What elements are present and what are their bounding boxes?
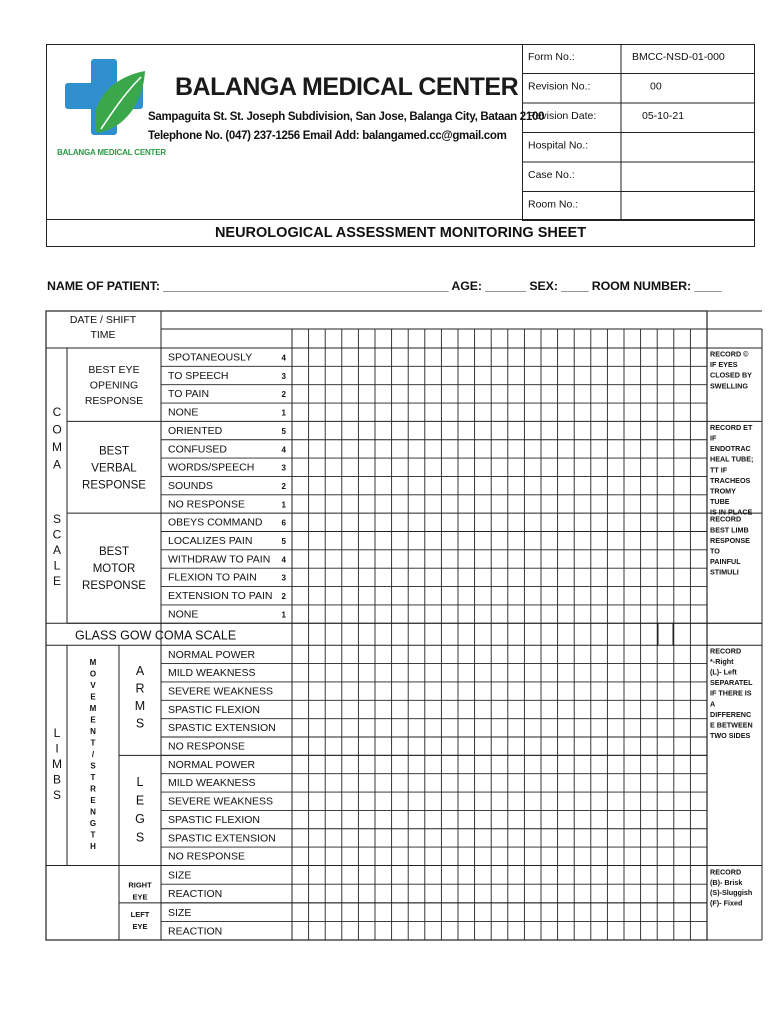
pupil-item-label: REACTION (168, 925, 223, 938)
pupils-note: RECORD (710, 867, 742, 877)
form-info-label: Room No.: (528, 198, 579, 211)
coma-scale-letter: L (53, 558, 61, 573)
arms-letter: M (134, 699, 146, 713)
legs-letter: G (135, 812, 145, 826)
coma-item-score: 1 (281, 500, 286, 510)
coma-item-score: 4 (281, 445, 286, 455)
coma-item-label: ORIENTED (168, 424, 223, 437)
pupil-item-label: SIZE (168, 869, 192, 882)
movement-strength-letter: M (89, 704, 97, 713)
grid-border (46, 311, 707, 940)
organization-address: Sampaguita St. St. Joseph Subdivision, San Jose, Balanga City, Bataan 2100 (148, 111, 545, 123)
legs-letter: E (135, 793, 145, 808)
movement-strength-letter: O (89, 669, 97, 679)
limbs-note: A (710, 699, 716, 709)
coma-item-score: 1 (281, 408, 286, 418)
movement-strength-letter: M (89, 658, 97, 667)
limb-item-label: NORMAL POWER (168, 648, 256, 661)
pupil-item-label: SIZE (168, 906, 192, 919)
limbs-letter: I (55, 741, 59, 756)
limbs-note: IF THERE IS (710, 688, 752, 698)
coma-scale-letter: E (52, 574, 62, 588)
coma-group-name: BEST (98, 445, 130, 458)
coma-scale-letter: C (52, 527, 62, 542)
coma-group-note: RECORD © (710, 349, 749, 359)
coma-group-name: RESPONSE (82, 479, 146, 492)
coma-item-label: SOUNDS (168, 479, 213, 492)
coma-item-label: WITHDRAW TO PAIN (168, 553, 271, 566)
coma-group-note: TRACHEOS (710, 475, 751, 485)
coma-item-label: EXTENSION TO PAIN (168, 590, 273, 603)
coma-group-note: TROMY (710, 486, 736, 496)
movement-strength-letter: V (90, 681, 96, 690)
coma-item-label: SPOTANEOUSLY (168, 351, 253, 364)
limbs-letter: M (52, 757, 62, 771)
right-eye-label: EYE (132, 892, 148, 902)
arms-letter: R (135, 681, 145, 696)
movement-strength-letter: T (90, 830, 96, 840)
coma-item-score: 2 (281, 390, 286, 400)
left-eye-label: EYE (132, 921, 148, 931)
coma-item-score: 2 (281, 481, 286, 491)
form-info-label: Revision Date: (528, 110, 597, 122)
coma-item-score: 5 (281, 537, 286, 546)
left-eye-label: LEFT (130, 909, 150, 919)
coma-scale-letter: C (52, 405, 62, 419)
coma-group-name: VERBAL (91, 462, 137, 475)
coma-scale-letter: O (52, 422, 62, 437)
movement-strength-letter: T (90, 773, 96, 782)
coma-scale-letter: S (52, 512, 62, 526)
movement-strength-letter: R (90, 784, 96, 794)
limb-item-label: SEVERE WEAKNESS (168, 685, 274, 698)
coma-group-name: MOTOR (92, 563, 136, 576)
limbs-letter: S (52, 788, 62, 802)
gcs-total-label: GLASS GOW COMA SCALE (75, 628, 237, 643)
coma-group-note: STIMULI (710, 567, 739, 577)
coma-group-note: TO (710, 546, 720, 556)
coma-item-label: FLEXION TO PAIN (168, 571, 257, 584)
legs-letter: L (136, 775, 144, 789)
coma-group-note: IF (710, 433, 717, 443)
coma-group-note: IS IN PLACE (710, 507, 753, 517)
logo-caption: BALANGA MEDICAL CENTER (57, 148, 166, 157)
limbs-note: RECORD (710, 646, 742, 656)
sheet-title-row (46, 220, 755, 247)
limb-item-label: SPASTIC EXTENSION (168, 722, 276, 735)
coma-scale-letter: A (52, 543, 62, 557)
limb-item-label: MILD WEAKNESS (168, 667, 256, 680)
coma-group-note: PAINFUL (710, 557, 741, 567)
coma-group-name: BEST EYE (88, 364, 140, 377)
form-info-table (522, 44, 755, 221)
coma-group-note: HEAL TUBE; (710, 454, 754, 464)
coma-item-label: NONE (168, 406, 199, 419)
limbs-note: E BETWEEN (710, 720, 753, 730)
pupils-note: (F)- Fixed (710, 898, 743, 908)
coma-item-score: 3 (281, 573, 286, 583)
coma-item-score: 5 (281, 426, 286, 436)
form-info-value: 05-10-21 (642, 110, 685, 122)
limb-item-label: SPASTIC FLEXION (168, 813, 260, 826)
coma-item-score: 1 (281, 610, 286, 620)
coma-item-label: WORDS/SPEECH (168, 461, 255, 474)
coma-item-label: LOCALIZES PAIN (168, 535, 253, 547)
organization-contact: Telephone No. (047) 237-1256 Email Add: balangamed.cc@gmail.com (148, 130, 507, 142)
date-shift-label: DATE / SHIFT (69, 314, 137, 326)
limbs-letter: B (52, 772, 62, 787)
arms-letter: S (135, 716, 145, 731)
coma-group-name: BEST (98, 546, 130, 559)
limbs-note: *-Right (710, 656, 734, 666)
limb-item-label: MILD WEAKNESS (168, 777, 256, 790)
limbs-note: SEPARATEL (710, 678, 753, 688)
limb-item-label: NO RESPONSE (168, 740, 246, 753)
form-info-value: BMCC-NSD-01-000 (632, 51, 725, 63)
coma-item-score: 6 (281, 518, 286, 528)
movement-strength-letter: / (91, 750, 95, 759)
coma-group-name: RESPONSE (82, 580, 146, 593)
coma-item-label: TO SPEECH (168, 369, 229, 382)
time-label: TIME (90, 329, 116, 341)
coma-item-score: 3 (281, 463, 286, 473)
coma-group-note: SWELLING (710, 381, 748, 391)
coma-item-score: 4 (281, 353, 286, 363)
coma-group-note: RESPONSE (710, 535, 750, 545)
coma-item-score: 2 (281, 592, 286, 602)
movement-strength-letter: N (90, 807, 96, 817)
coma-item-label: TO PAIN (168, 388, 210, 401)
coma-item-label: CONFUSED (168, 443, 227, 456)
coma-item-label: NO RESPONSE (168, 498, 246, 511)
movement-strength-letter: S (90, 761, 96, 771)
coma-item-score: 4 (281, 555, 286, 565)
coma-scale-letter: M (52, 440, 62, 454)
limb-item-label: NORMAL POWER (168, 758, 256, 771)
movement-strength-letter: T (90, 738, 96, 748)
form-info-label: Form No.: (528, 51, 575, 63)
movement-strength-letter: E (90, 715, 96, 725)
coma-scale-letter: A (52, 457, 62, 472)
legs-letter: S (135, 830, 145, 845)
form-info-label: Case No.: (528, 169, 575, 181)
limb-item-label: NO RESPONSE (168, 850, 246, 863)
coma-group-note: ENDOTRAC (710, 444, 751, 454)
limbs-note: TWO SIDES (710, 731, 751, 741)
form-info-value: 00 (650, 80, 662, 93)
coma-group-note: TUBE (710, 497, 730, 507)
movement-strength-letter: N (90, 727, 96, 736)
movement-strength-letter: H (90, 842, 96, 851)
limbs-note: DIFFERENC (710, 709, 752, 719)
pupils-note: (B)- Brisk (710, 877, 743, 887)
organization-name: BALANGA MEDICAL CENTER (175, 73, 519, 101)
limb-item-label: SEVERE WEAKNESS (168, 795, 274, 808)
pupil-item-label: REACTION (168, 888, 223, 901)
form-info-label: Hospital No.: (528, 139, 589, 152)
right-eye-label: RIGHT (128, 880, 152, 890)
coma-group-name: RESPONSE (84, 395, 144, 408)
movement-strength-letter: E (90, 796, 96, 805)
limb-item-label: SPASTIC FLEXION (168, 703, 260, 716)
sheet-title: NEUROLOGICAL ASSESSMENT MONITORING SHEET (214, 225, 587, 241)
coma-group-note: BEST LIMB (710, 525, 749, 535)
movement-strength-letter: E (90, 692, 96, 702)
movement-strength-letter: G (89, 819, 97, 828)
pupils-note: (S)-Sluggish (710, 888, 753, 898)
arms-letter: A (135, 664, 145, 678)
coma-group-note: IF EYES (710, 360, 738, 370)
coma-item-score: 3 (281, 371, 286, 381)
coma-group-note: RECORD ET (710, 422, 753, 432)
coma-group-note: RECORD (710, 514, 742, 524)
coma-item-label: OBEYS COMMAND (168, 516, 263, 529)
coma-group-note: TT IF (710, 465, 728, 475)
form-info-label: Revision No.: (528, 80, 591, 93)
limbs-note: (L)- Left (710, 667, 737, 677)
coma-item-label: NONE (168, 608, 199, 621)
coma-group-note: CLOSED BY (710, 370, 752, 380)
patient-info-line: NAME OF PATIENT: __________________________________________ AGE: ______ SEX: ____ ROOM NUMBER: ____ (47, 279, 722, 293)
coma-group-name: OPENING (89, 379, 139, 392)
limb-item-label: SPASTIC EXTENSION (168, 832, 276, 845)
limbs-letter: L (53, 726, 61, 740)
